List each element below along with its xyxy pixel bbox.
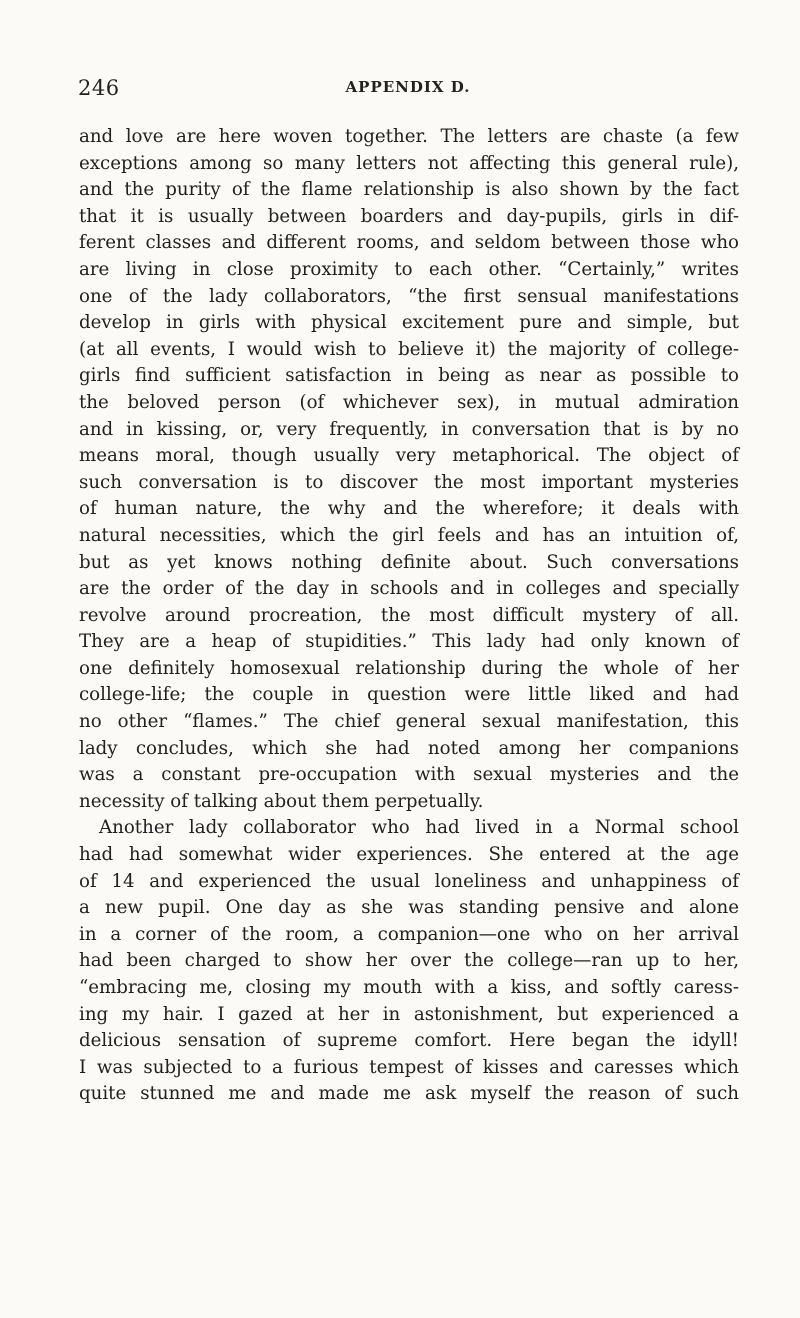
text-line: had been charged to show her over the college—ran up to her, (79, 950, 739, 972)
text-line: in a corner of the room, a companion—one who on her arrival (79, 923, 739, 945)
text-line: and in kissing, or, very frequently, in conversation that is by no (79, 418, 739, 440)
text-line: I was subjected to a furious tempest of kisses and caresses which (79, 1056, 739, 1078)
text-line: of 14 and experienced the usual loneliness and unhappiness of (79, 870, 739, 892)
text-line: exceptions among so many letters not affecting this general rule), (79, 152, 739, 174)
text-line: college-life; the couple in question were little liked and had (79, 684, 739, 706)
text-line: and love are here woven together. The letters are chaste (a few (79, 126, 739, 147)
text-line: quite stunned me and made me ask myself the reason of such (79, 1083, 739, 1105)
text-line: are the order of the day in schools and in colleges and specially (79, 578, 739, 600)
text-line: one definitely homosexual relationship during the whole of her (79, 657, 739, 679)
text-line: ferent classes and different rooms, and seldom between those who (79, 232, 739, 254)
text-line: ing my hair. I gazed at her in astonishment, but experienced a (79, 1003, 739, 1025)
paragraph-end-line: necessity of talking about them perpetually. (79, 790, 484, 812)
text-line: revolve around procreation, the most difficult mystery of all. (79, 604, 739, 626)
text-line: of human nature, the why and the wherefore; it deals with (79, 498, 739, 520)
text-line: the beloved person (of whichever sex), in mutual admiration (79, 391, 739, 413)
text-line: had had somewhat wider experiences. She entered at the age (79, 844, 739, 866)
text-line: was a constant pre-occupation with sexual mysteries and the (79, 764, 739, 786)
text-line: girls find sufficient satisfaction in being as near as possible to (79, 365, 739, 387)
text-line: are living in close proximity to each other. “Certainly,” writes (79, 258, 739, 280)
text-line: They are a heap of stupidities.” This lady had only known of (79, 631, 739, 653)
text-line: but as yet knows nothing definite about. Such conversations (79, 551, 739, 573)
page-header (78, 76, 738, 102)
text-line: natural necessities, which the girl feels and has an intuition of, (79, 524, 739, 546)
text-line: lady concludes, which she had noted among her companions (79, 737, 739, 759)
running-head: APPENDIX D. (345, 78, 471, 96)
paragraph-start-line: Another lady collaborator who had lived in a Normal school (99, 817, 739, 839)
text-line: no other “flames.” The chief general sexual manifestation, this (79, 711, 739, 733)
body-text (79, 124, 739, 1108)
text-line: delicious sensation of supreme comfort. Here began the idyll! (79, 1030, 739, 1052)
text-line: that it is usually between boarders and day-pupils, girls in dif- (79, 205, 739, 227)
text-line: means moral, though usually very metaphorical. The object of (79, 445, 739, 467)
page-number: 246 (78, 76, 120, 100)
text-line: and the purity of the flame relationship is also shown by the fact (79, 179, 739, 201)
text-line: one of the lady collaborators, “the first sensual manifestations (79, 285, 739, 307)
text-line: (at all events, I would wish to believe it) the majority of college- (79, 338, 739, 360)
text-line: develop in girls with physical excitement pure and simple, but (79, 312, 739, 334)
text-line: “embracing me, closing my mouth with a kiss, and softly caress- (79, 977, 739, 998)
text-line: such conversation is to discover the most important mysteries (79, 471, 739, 493)
text-line: a new pupil. One day as she was standing pensive and alone (79, 897, 739, 919)
